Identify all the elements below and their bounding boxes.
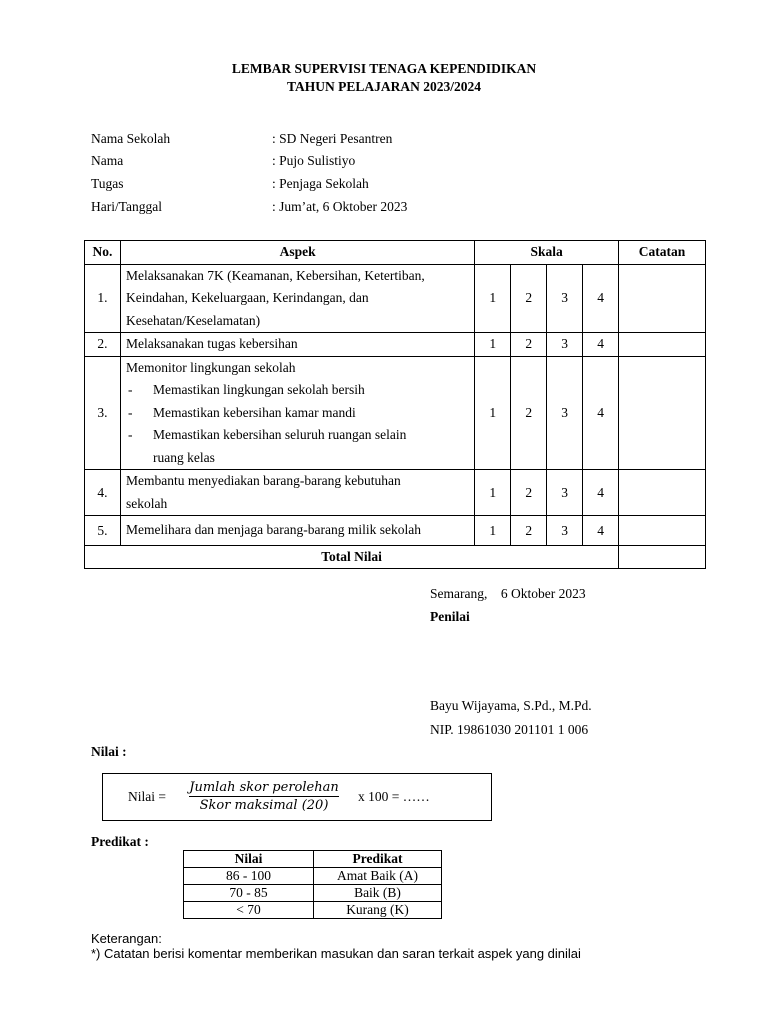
scale-cell-2[interactable]: 2 bbox=[511, 516, 547, 546]
predikat-value: Kurang (K) bbox=[314, 902, 442, 919]
header-catatan: Catatan bbox=[619, 241, 706, 265]
doc-title-line2: TAHUN PELAJARAN 2023/2024 bbox=[286, 79, 481, 94]
sub-text: Memastikan lingkungan sekolah bersih bbox=[152, 382, 365, 397]
row-no: 2. bbox=[85, 333, 121, 357]
table-row bbox=[85, 264, 706, 333]
scale-cell-3[interactable]: 3 bbox=[547, 470, 583, 516]
scale-cell-1[interactable]: 1 bbox=[475, 470, 511, 516]
scale-cell-3[interactable]: 3 bbox=[547, 516, 583, 546]
scale-cell-3[interactable]: 3 bbox=[547, 264, 583, 333]
signature-date: 6 Oktober 2023 bbox=[500, 586, 586, 601]
aspek-line: Keindahan, Kekeluargaan, Kerindangan, dan bbox=[125, 290, 369, 305]
header-skala: Skala bbox=[475, 241, 619, 265]
header-aspek: Aspek bbox=[120, 241, 474, 265]
total-row bbox=[85, 546, 706, 569]
aspek-line: Memonitor lingkungan sekolah bbox=[125, 359, 296, 375]
sub-item bbox=[126, 402, 469, 425]
info-value: : Pujo Sulistiyo bbox=[272, 153, 356, 168]
predikat-nilai: < 70 bbox=[184, 902, 314, 919]
catatan-cell[interactable] bbox=[619, 470, 706, 516]
table-row bbox=[85, 470, 706, 516]
info-value: : Penjaga Sekolah bbox=[272, 176, 369, 191]
nilai-heading: Nilai : bbox=[91, 744, 127, 759]
table-row bbox=[184, 868, 442, 885]
scale-cell-1[interactable]: 1 bbox=[475, 356, 511, 470]
sub-text: Memastikan kebersihan seluruh ruangan selain bbox=[152, 427, 407, 442]
scale-cell-4[interactable]: 4 bbox=[583, 264, 619, 333]
predikat-value: Amat Baik (A) bbox=[314, 868, 442, 885]
table-row bbox=[85, 333, 706, 357]
row-no: 5. bbox=[85, 516, 121, 546]
formula-tail: x 100 = …… bbox=[358, 789, 430, 804]
sub-text: ruang kelas bbox=[152, 449, 215, 465]
signature-place-date bbox=[430, 586, 586, 602]
predikat-header-row bbox=[184, 851, 442, 868]
aspek-line: Melaksanakan 7K (Keamanan, Kebersihan, Ketertiban, bbox=[125, 267, 425, 283]
doc-title-line1: LEMBAR SUPERVISI TENAGA KEPENDIDIKAN bbox=[231, 61, 537, 76]
supervision-table bbox=[84, 240, 706, 569]
row-no: 1. bbox=[85, 264, 121, 333]
aspek-line: Kesehatan/Keselamatan) bbox=[125, 312, 261, 328]
row-aspek: Memelihara dan menjaga barang-barang milik sekolah bbox=[120, 516, 474, 546]
info-value: : Jum’at, 6 Oktober 2023 bbox=[272, 199, 408, 214]
scale-cell-2[interactable]: 2 bbox=[511, 333, 547, 357]
table-row bbox=[184, 902, 442, 919]
header-no: No. bbox=[85, 241, 121, 265]
sub-item bbox=[126, 379, 469, 402]
row-aspek bbox=[120, 470, 474, 516]
dash: - bbox=[127, 427, 133, 442]
catatan-cell[interactable] bbox=[619, 333, 706, 357]
aspek-line: Membantu menyediakan barang-barang kebutuhan bbox=[125, 473, 401, 488]
formula-numerator: Jumlah skor perolehan bbox=[189, 780, 339, 795]
signature-nip: NIP. 19861030 201101 1 006 bbox=[430, 722, 589, 737]
catatan-cell[interactable] bbox=[619, 356, 706, 470]
info-label: Nama bbox=[91, 153, 124, 168]
row-no: 4. bbox=[85, 470, 121, 516]
formula-fraction bbox=[189, 780, 339, 813]
scale-cell-2[interactable]: 2 bbox=[511, 356, 547, 470]
info-label: Tugas bbox=[91, 176, 124, 191]
signature-place: Semarang, bbox=[430, 586, 488, 601]
formula-label: Nilai = bbox=[128, 789, 166, 804]
dash: - bbox=[127, 404, 133, 420]
row-aspek bbox=[120, 264, 474, 333]
scale-cell-4[interactable]: 4 bbox=[583, 356, 619, 470]
signature-role: Penilai bbox=[430, 609, 470, 624]
row-aspek bbox=[120, 356, 474, 470]
sub-text: Memastikan kebersihan kamar mandi bbox=[152, 404, 356, 420]
predikat-nilai: 70 - 85 bbox=[184, 885, 314, 902]
keterangan-heading: Keterangan: bbox=[91, 931, 162, 946]
table-row bbox=[184, 885, 442, 902]
info-value: : SD Negeri Pesantren bbox=[272, 131, 393, 146]
scale-cell-4[interactable]: 4 bbox=[583, 333, 619, 357]
scale-cell-2[interactable]: 2 bbox=[511, 470, 547, 516]
row-no: 3. bbox=[85, 356, 121, 470]
formula-denominator: Skor maksimal (20) bbox=[199, 798, 329, 813]
scale-cell-2[interactable]: 2 bbox=[511, 264, 547, 333]
total-label: Total Nilai bbox=[85, 546, 619, 569]
predikat-heading: Predikat : bbox=[91, 834, 149, 849]
aspek-line: sekolah bbox=[125, 495, 168, 511]
predikat-nilai: 86 - 100 bbox=[184, 868, 314, 885]
total-value-cell[interactable] bbox=[619, 546, 706, 569]
info-label: Hari/Tanggal bbox=[91, 199, 163, 214]
info-label: Nama Sekolah bbox=[91, 131, 171, 146]
scale-cell-1[interactable]: 1 bbox=[475, 264, 511, 333]
catatan-cell[interactable] bbox=[619, 516, 706, 546]
predikat-value: Baik (B) bbox=[314, 885, 442, 902]
table-header-row bbox=[85, 241, 706, 265]
predikat-col-nilai: Nilai bbox=[184, 851, 314, 868]
sub-item-continued bbox=[126, 447, 469, 470]
signature-name: Bayu Wijayama, S.Pd., M.Pd. bbox=[430, 698, 592, 713]
keterangan-text: *) Catatan berisi komentar memberikan masukan dan saran terkait aspek yang dinilai bbox=[91, 946, 581, 961]
scale-cell-1[interactable]: 1 bbox=[475, 333, 511, 357]
predikat-table bbox=[183, 850, 442, 919]
scale-cell-3[interactable]: 3 bbox=[547, 333, 583, 357]
predikat-col-predikat: Predikat bbox=[314, 851, 442, 868]
dash: - bbox=[127, 382, 133, 397]
row-aspek: Melaksanakan tugas kebersihan bbox=[120, 333, 474, 357]
sub-item bbox=[126, 424, 469, 447]
scale-cell-4[interactable]: 4 bbox=[583, 516, 619, 546]
catatan-cell[interactable] bbox=[619, 264, 706, 333]
formula-box bbox=[102, 773, 492, 821]
scale-cell-1[interactable]: 1 bbox=[475, 516, 511, 546]
table-row bbox=[85, 356, 706, 470]
scale-cell-4[interactable]: 4 bbox=[583, 470, 619, 516]
scale-cell-3[interactable]: 3 bbox=[547, 356, 583, 470]
table-row bbox=[85, 516, 706, 546]
